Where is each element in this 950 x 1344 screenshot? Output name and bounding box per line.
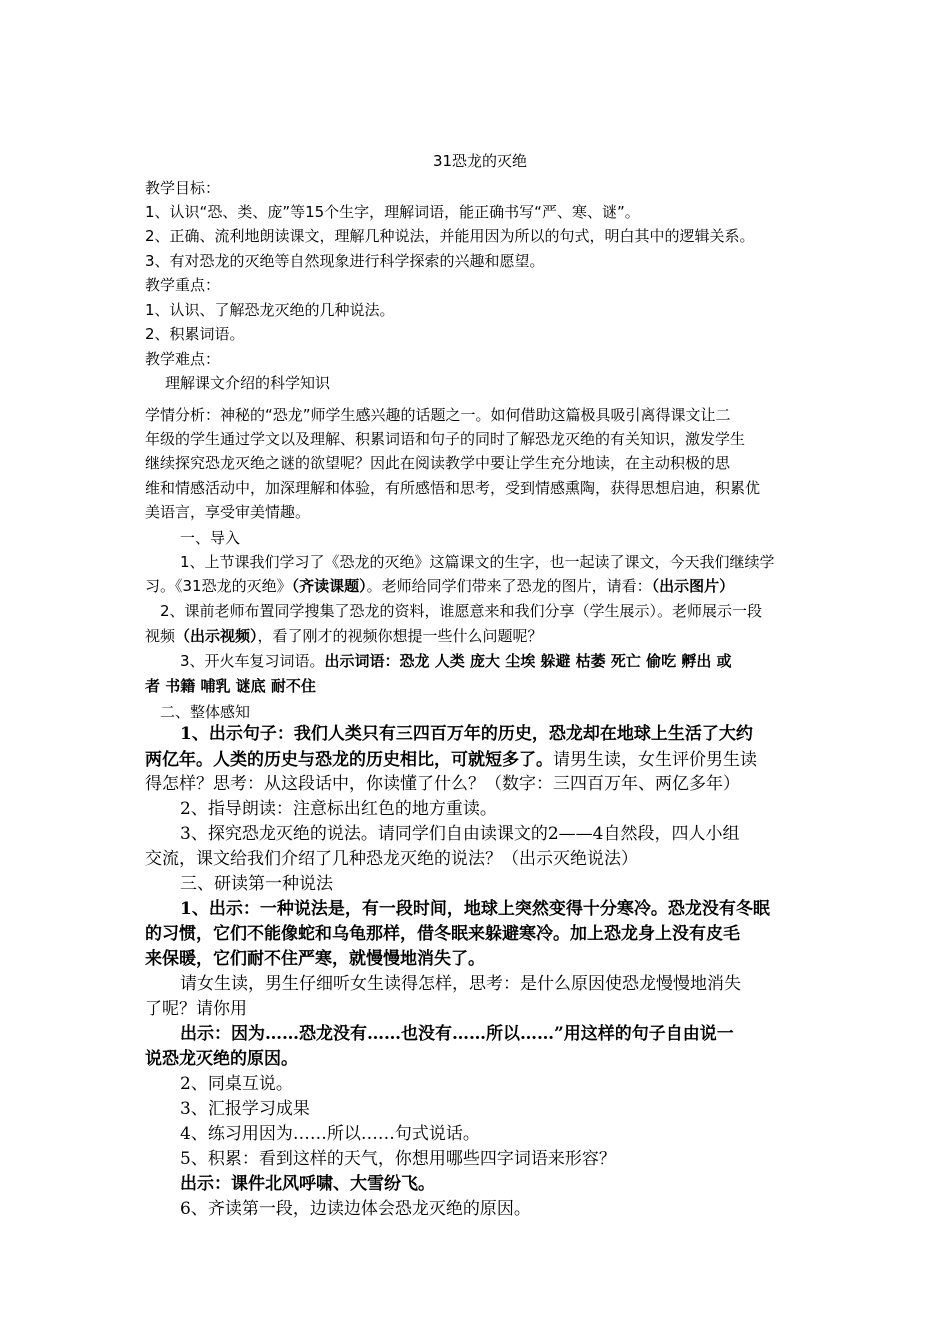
vocabulary-list: 者 书籍 哺乳 谜底 耐不住 <box>145 677 316 695</box>
section1-paragraph: 1、上节课我们学习了《恐龙的灭绝》这篇课文的生字，也一起读了课文，今天我们继续学 <box>180 553 775 571</box>
section2-paragraph: 得怎样？思考：从这段话中，你读懂了什么？（数字：三四百万年、两亿多年） <box>145 774 740 794</box>
section3-paragraph: 1、出示：一种说法是，有一段时间，地球上突然变得十分寒冷。恐龙没有冬眠 <box>180 899 770 919</box>
section2-paragraph: 2、指导朗读：注意标出红色的地方重读。 <box>180 799 497 819</box>
analysis-line: 美语言，享受审美情趣。 <box>145 503 311 521</box>
section3-item: 3、汇报学习成果 <box>180 1099 310 1119</box>
analysis-line: 维和情感活动中，加深理解和体验，有所感悟和思考，受到情感熏陶，获得思想启迪，积累优 <box>145 479 761 497</box>
focus-heading: 教学重点： <box>145 276 221 294</box>
section3-item: 5、积累：看到这样的天气，你想用哪些四字词语来形容？ <box>180 1149 616 1169</box>
analysis-line: 学情分析：神秘的“恐龙”师学生感兴趣的话题之一。如何借助这篇极具吸引离得课文让二 <box>145 406 731 424</box>
section1-paragraph: 习。《31恐龙的灭绝》（齐读课题）。老师给同学们带来了恐龙的图片，请看：（出示图片） <box>145 577 735 595</box>
section3-paragraph: 请女生读，男生仔细听女生读得怎样，思考：是什么原因使恐龙慢慢地消失 <box>180 974 741 994</box>
section2-heading: 二、整体感知 <box>160 703 251 721</box>
section3-heading: 三、研读第一种说法 <box>180 874 333 894</box>
focus-item: 2、积累词语。 <box>145 325 245 343</box>
section3-paragraph: 说恐龙灭绝的原因。 <box>145 1049 298 1069</box>
focus-item: 1、认识、了解恐龙灭绝的几种说法。 <box>145 301 395 319</box>
goals-heading: 教学目标： <box>145 179 221 197</box>
section3-item: 出示：课件北风呼啸、大雪纷飞。 <box>180 1174 435 1194</box>
goal-item: 1、认识“恐、类、庞”等15个生字，理解词语，能正确书写“严、寒、谜”。 <box>145 203 640 221</box>
section1-paragraph: 视频（出示视频），看了刚才的视频你想提一些什么问题呢？ <box>145 627 543 645</box>
section1-heading: 一、导入 <box>180 529 241 547</box>
section3-paragraph: 出示：因为……恐龙没有……也没有……所以……”用这样的句子自由说一 <box>180 1024 734 1044</box>
section2-paragraph: 3、探究恐龙灭绝的说法。请同学们自由读课文的2——4自然段，四人小组 <box>180 824 740 844</box>
section1-paragraph: 2、课前老师布置同学搜集了恐龙的资料，谁愿意来和我们分享（学生展示）。老师展示一段 <box>160 602 763 620</box>
analysis-line: 年级的学生通过学文以及理解、积累词语和句子的同时了解恐龙灭绝的有关知识，激发学生 <box>145 430 746 448</box>
section3-paragraph: 了呢？请你用 <box>145 999 247 1019</box>
section3-paragraph: 来保暖，它们耐不住严寒，就慢慢地消失了。 <box>145 949 485 969</box>
section3-item: 2、同桌互说。 <box>180 1074 293 1094</box>
section2-paragraph: 1、出示句子：我们人类只有三四百万年的历史，恐龙却在地球上生活了大约 <box>180 724 753 744</box>
document-title: 31恐龙的灭绝 <box>432 152 528 170</box>
section3-item: 6、齐读第一段，边读边体会恐龙灭绝的原因。 <box>180 1199 531 1219</box>
difficulty-heading: 教学难点： <box>145 350 221 368</box>
section1-paragraph: 3、开火车复习词语。出示词语：恐龙 人类 庞大 尘埃 躲避 枯萎 死亡 偷吃 孵出 或 <box>180 652 732 670</box>
section2-paragraph: 两亿年。人类的历史与恐龙的历史相比，可就短多了。请男生读，女生评价男生读 <box>145 750 757 770</box>
goal-item: 3、有对恐龙的灭绝等自然现象进行科学探索的兴趣和愿望。 <box>145 252 545 270</box>
goal-item: 2、正确、流利地朗读课文，理解几种说法，并能用因为所以的句式，明白其中的逻辑关系。 <box>145 227 755 245</box>
difficulty-text: 理解课文介绍的科学知识 <box>165 374 331 392</box>
section3-paragraph: 的习惯，它们不能像蛇和乌龟那样，借冬眠来躲避寒冷。加上恐龙身上没有皮毛 <box>145 924 740 944</box>
section3-item: 4、练习用因为……所以……句式说话。 <box>180 1124 480 1144</box>
analysis-line: 继续探究恐龙灭绝之谜的欲望呢？因此在阅读教学中要让学生充分地读，在主动积极的思 <box>145 454 731 472</box>
section2-paragraph: 交流，课文给我们介绍了几种恐龙灭绝的说法？（出示灭绝说法） <box>145 849 638 869</box>
